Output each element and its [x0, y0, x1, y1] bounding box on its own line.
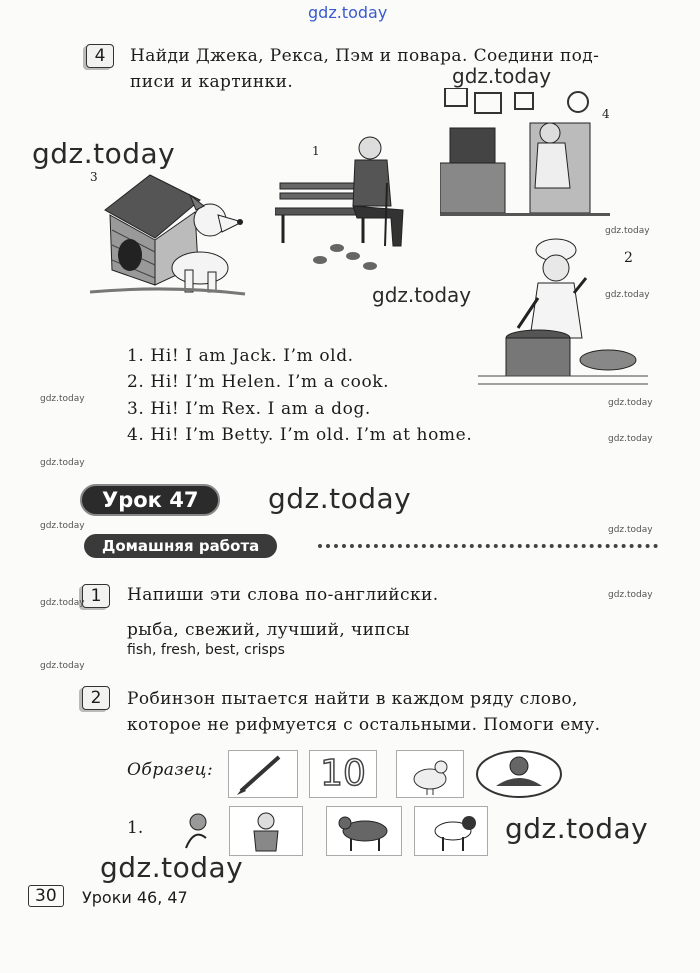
- task-1-prompt: Напиши эти слова по-английски.: [127, 585, 439, 605]
- sentence-1: 1. Hi! I am Jack. I’m old.: [127, 346, 354, 366]
- footer-lessons: Уроки 46, 47: [82, 888, 188, 907]
- watermark-big-1: gdz.today: [32, 137, 176, 170]
- watermark-big-3: gdz.today: [505, 812, 649, 845]
- woman-at-home-illustration: [440, 88, 610, 228]
- cook-illustration: [478, 238, 648, 388]
- watermark-small-10: gdz.today: [608, 590, 653, 600]
- row-1-picture-2: [229, 806, 303, 856]
- row-1-picture-3: [326, 806, 402, 856]
- task-1-number: 1: [82, 584, 110, 608]
- example-label: Образец:: [127, 760, 214, 780]
- homework-heading: Домашняя работа: [84, 534, 277, 558]
- picture-label-4: 4: [602, 107, 610, 121]
- task-2-number: 2: [82, 686, 110, 710]
- watermark-small-5: gdz.today: [40, 458, 85, 468]
- picture-label-3: 3: [90, 170, 98, 184]
- sentence-2: 2. Hi! I’m Helen. I’m a cook.: [127, 372, 390, 392]
- watermark-small-2: gdz.today: [605, 290, 650, 300]
- page-number: 30: [28, 885, 64, 907]
- row-1-label: 1.: [127, 818, 144, 838]
- watermark-mid-2: gdz.today: [372, 283, 472, 307]
- dog-kennel-illustration: [90, 160, 250, 300]
- homework-dotted-line: [318, 544, 658, 548]
- row-1-picture-1: [168, 808, 216, 852]
- number-ten-picture: 10: [309, 750, 377, 798]
- watermark-small-3: gdz.today: [40, 394, 85, 404]
- sentence-3: 3. Hi! I’m Rex. I am a dog.: [127, 399, 371, 419]
- task-1-words: рыба, свежий, лучший, чипсы: [127, 620, 410, 640]
- watermark-small-1: gdz.today: [605, 226, 650, 236]
- task-2-instruction-line2: которое не рифмуется с остальными. Помоги ему.: [127, 715, 601, 735]
- watermark-top: gdz.today: [308, 3, 388, 22]
- task-4-instruction-line1: Найди Джека, Рекса, Пэм и повара. Соедини под-: [130, 46, 600, 66]
- watermark-mid-1: gdz.today: [452, 64, 552, 88]
- task-1-answer: fish, fresh, best, crisps: [127, 642, 285, 658]
- row-1-picture-4: [414, 806, 488, 856]
- watermark-big-4: gdz.today: [100, 851, 244, 884]
- picture-label-1: 1: [312, 144, 320, 158]
- watermark-small-7: gdz.today: [40, 521, 85, 531]
- old-man-bench-illustration: [275, 128, 415, 278]
- watermark-big-2: gdz.today: [268, 482, 412, 515]
- lesson-title: Урок 47: [80, 484, 220, 516]
- task-4-instruction-line2: писи и картинки.: [130, 72, 294, 92]
- sentence-4: 4. Hi! I’m Betty. I’m old. I’m at home.: [127, 425, 473, 445]
- pen-picture: [228, 750, 298, 798]
- watermark-small-8: gdz.today: [608, 525, 653, 535]
- watermark-small-9: gdz.today: [40, 598, 85, 608]
- watermark-small-4: gdz.today: [608, 398, 653, 408]
- watermark-small-11: gdz.today: [40, 661, 85, 671]
- hen-picture: [396, 750, 464, 798]
- man-picture-circled: [474, 748, 564, 800]
- picture-label-2: 2: [624, 250, 633, 266]
- task-2-instruction-line1: Робинзон пытается найти в каждом ряду слово,: [127, 689, 578, 709]
- watermark-small-6: gdz.today: [608, 434, 653, 444]
- task-4-number: 4: [86, 44, 114, 68]
